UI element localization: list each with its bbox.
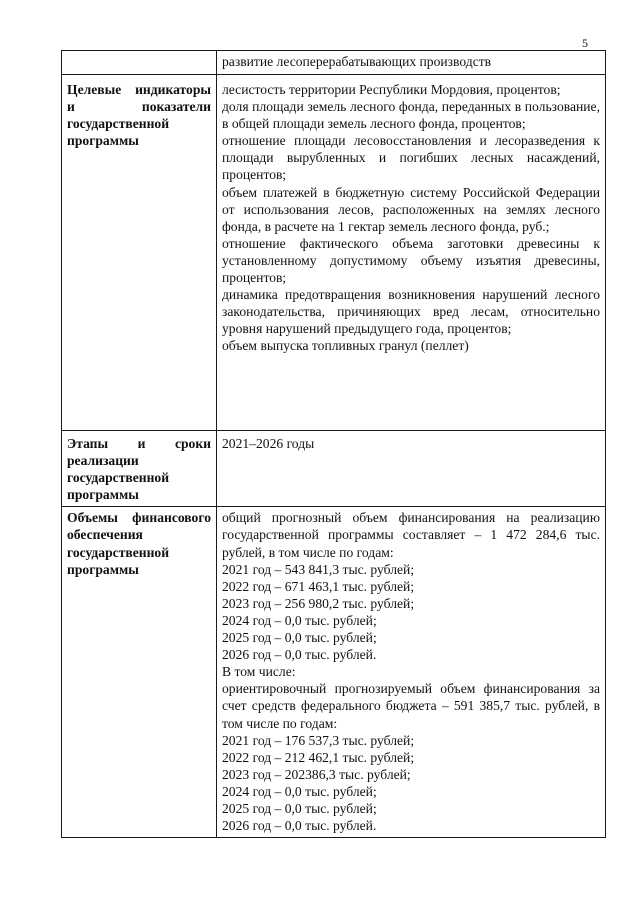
funding-year-line: 2026 год – 0,0 тыс. рублей. bbox=[222, 647, 377, 663]
federal-year-line: 2021 год – 176 537,3 тыс. рублей; bbox=[222, 732, 415, 748]
row-label-stages: Этапы и сроки реализации государственной программы bbox=[62, 431, 217, 507]
funding-year-line: 2025 год – 0,0 тыс. рублей; bbox=[222, 630, 377, 646]
indicator-item: доля площади земель лесного фонда, переданных в пользование, в общей площади земель лесного фонда, процентов; bbox=[222, 99, 600, 132]
federal-year-line: 2022 год – 212 462,1 тыс. рублей; bbox=[222, 749, 415, 765]
table-row-funding bbox=[62, 507, 606, 838]
program-passport-table bbox=[61, 50, 606, 838]
row-value-indicators bbox=[217, 75, 606, 431]
funding-year-line: 2024 год – 0,0 тыс. рублей; bbox=[222, 612, 377, 628]
indicator-item: отношение фактического объема заготовки древесины к установленному допустимому объему изъятия древесины, процентов; bbox=[222, 235, 600, 286]
indicator-item: динамика предотвращения возникновения нарушений лесного законодательства, причиняющих вред лесам, относительно уровня нарушений предыдущего года, процентов; bbox=[222, 287, 600, 337]
page-number: 5 bbox=[582, 36, 588, 50]
indicator-item: отношение площади лесовосстановления и лесоразведения к площади вырубленных и погибших лесных насаждений, процентов; bbox=[222, 133, 600, 183]
row-value-continuation: развитие лесоперерабатывающих производств bbox=[217, 51, 606, 75]
funding-year-line: 2022 год – 671 463,1 тыс. рублей; bbox=[222, 578, 415, 594]
funding-intro: общий прогнозный объем финансирования на реализацию государственной программы составляет – 1 472 284,6 тыс. рублей, в том числе по годам: bbox=[222, 510, 600, 560]
federal-year-line: 2025 год – 0,0 тыс. рублей; bbox=[222, 800, 377, 816]
table-row-stages bbox=[62, 431, 606, 507]
table-row-continuation bbox=[62, 51, 606, 75]
row-label-funding: Объемы финансового обеспечения государственной программы bbox=[62, 507, 217, 838]
row-label-empty bbox=[62, 51, 217, 75]
indicator-item: объем платежей в бюджетную систему Российской Федерации от использования лесов, расположенных на землях лесного фонда, в расчете на 1 гектар земель лесного фонда, руб.; bbox=[222, 184, 600, 234]
federal-year-line: 2024 год – 0,0 тыс. рублей; bbox=[222, 783, 377, 799]
federal-year-line: 2023 год – 202386,3 тыс. рублей; bbox=[222, 766, 411, 782]
table-row-indicators bbox=[62, 75, 606, 431]
federal-year-line: 2026 год – 0,0 тыс. рублей. bbox=[222, 818, 377, 834]
funding-year-line: 2021 год – 543 841,3 тыс. рублей; bbox=[222, 561, 415, 577]
row-value-stages: 2021–2026 годы bbox=[217, 431, 606, 507]
row-value-funding bbox=[217, 507, 606, 838]
funding-including-label: В том числе: bbox=[222, 664, 296, 680]
indicator-item: лесистость территории Республики Мордовия, процентов; bbox=[222, 82, 561, 97]
funding-year-line: 2023 год – 256 980,2 тыс. рублей; bbox=[222, 595, 415, 611]
funding-federal-intro: ориентировочный прогнозируемый объем финансирования за счет средств федерального бюджета – 591 385,7 тыс. рублей, в том числе по годам: bbox=[222, 681, 600, 731]
row-label-indicators: Целевые индикаторы и показатели государственной программы bbox=[62, 75, 217, 431]
indicator-item: объем выпуска топливных гранул (пеллет) bbox=[222, 338, 469, 354]
